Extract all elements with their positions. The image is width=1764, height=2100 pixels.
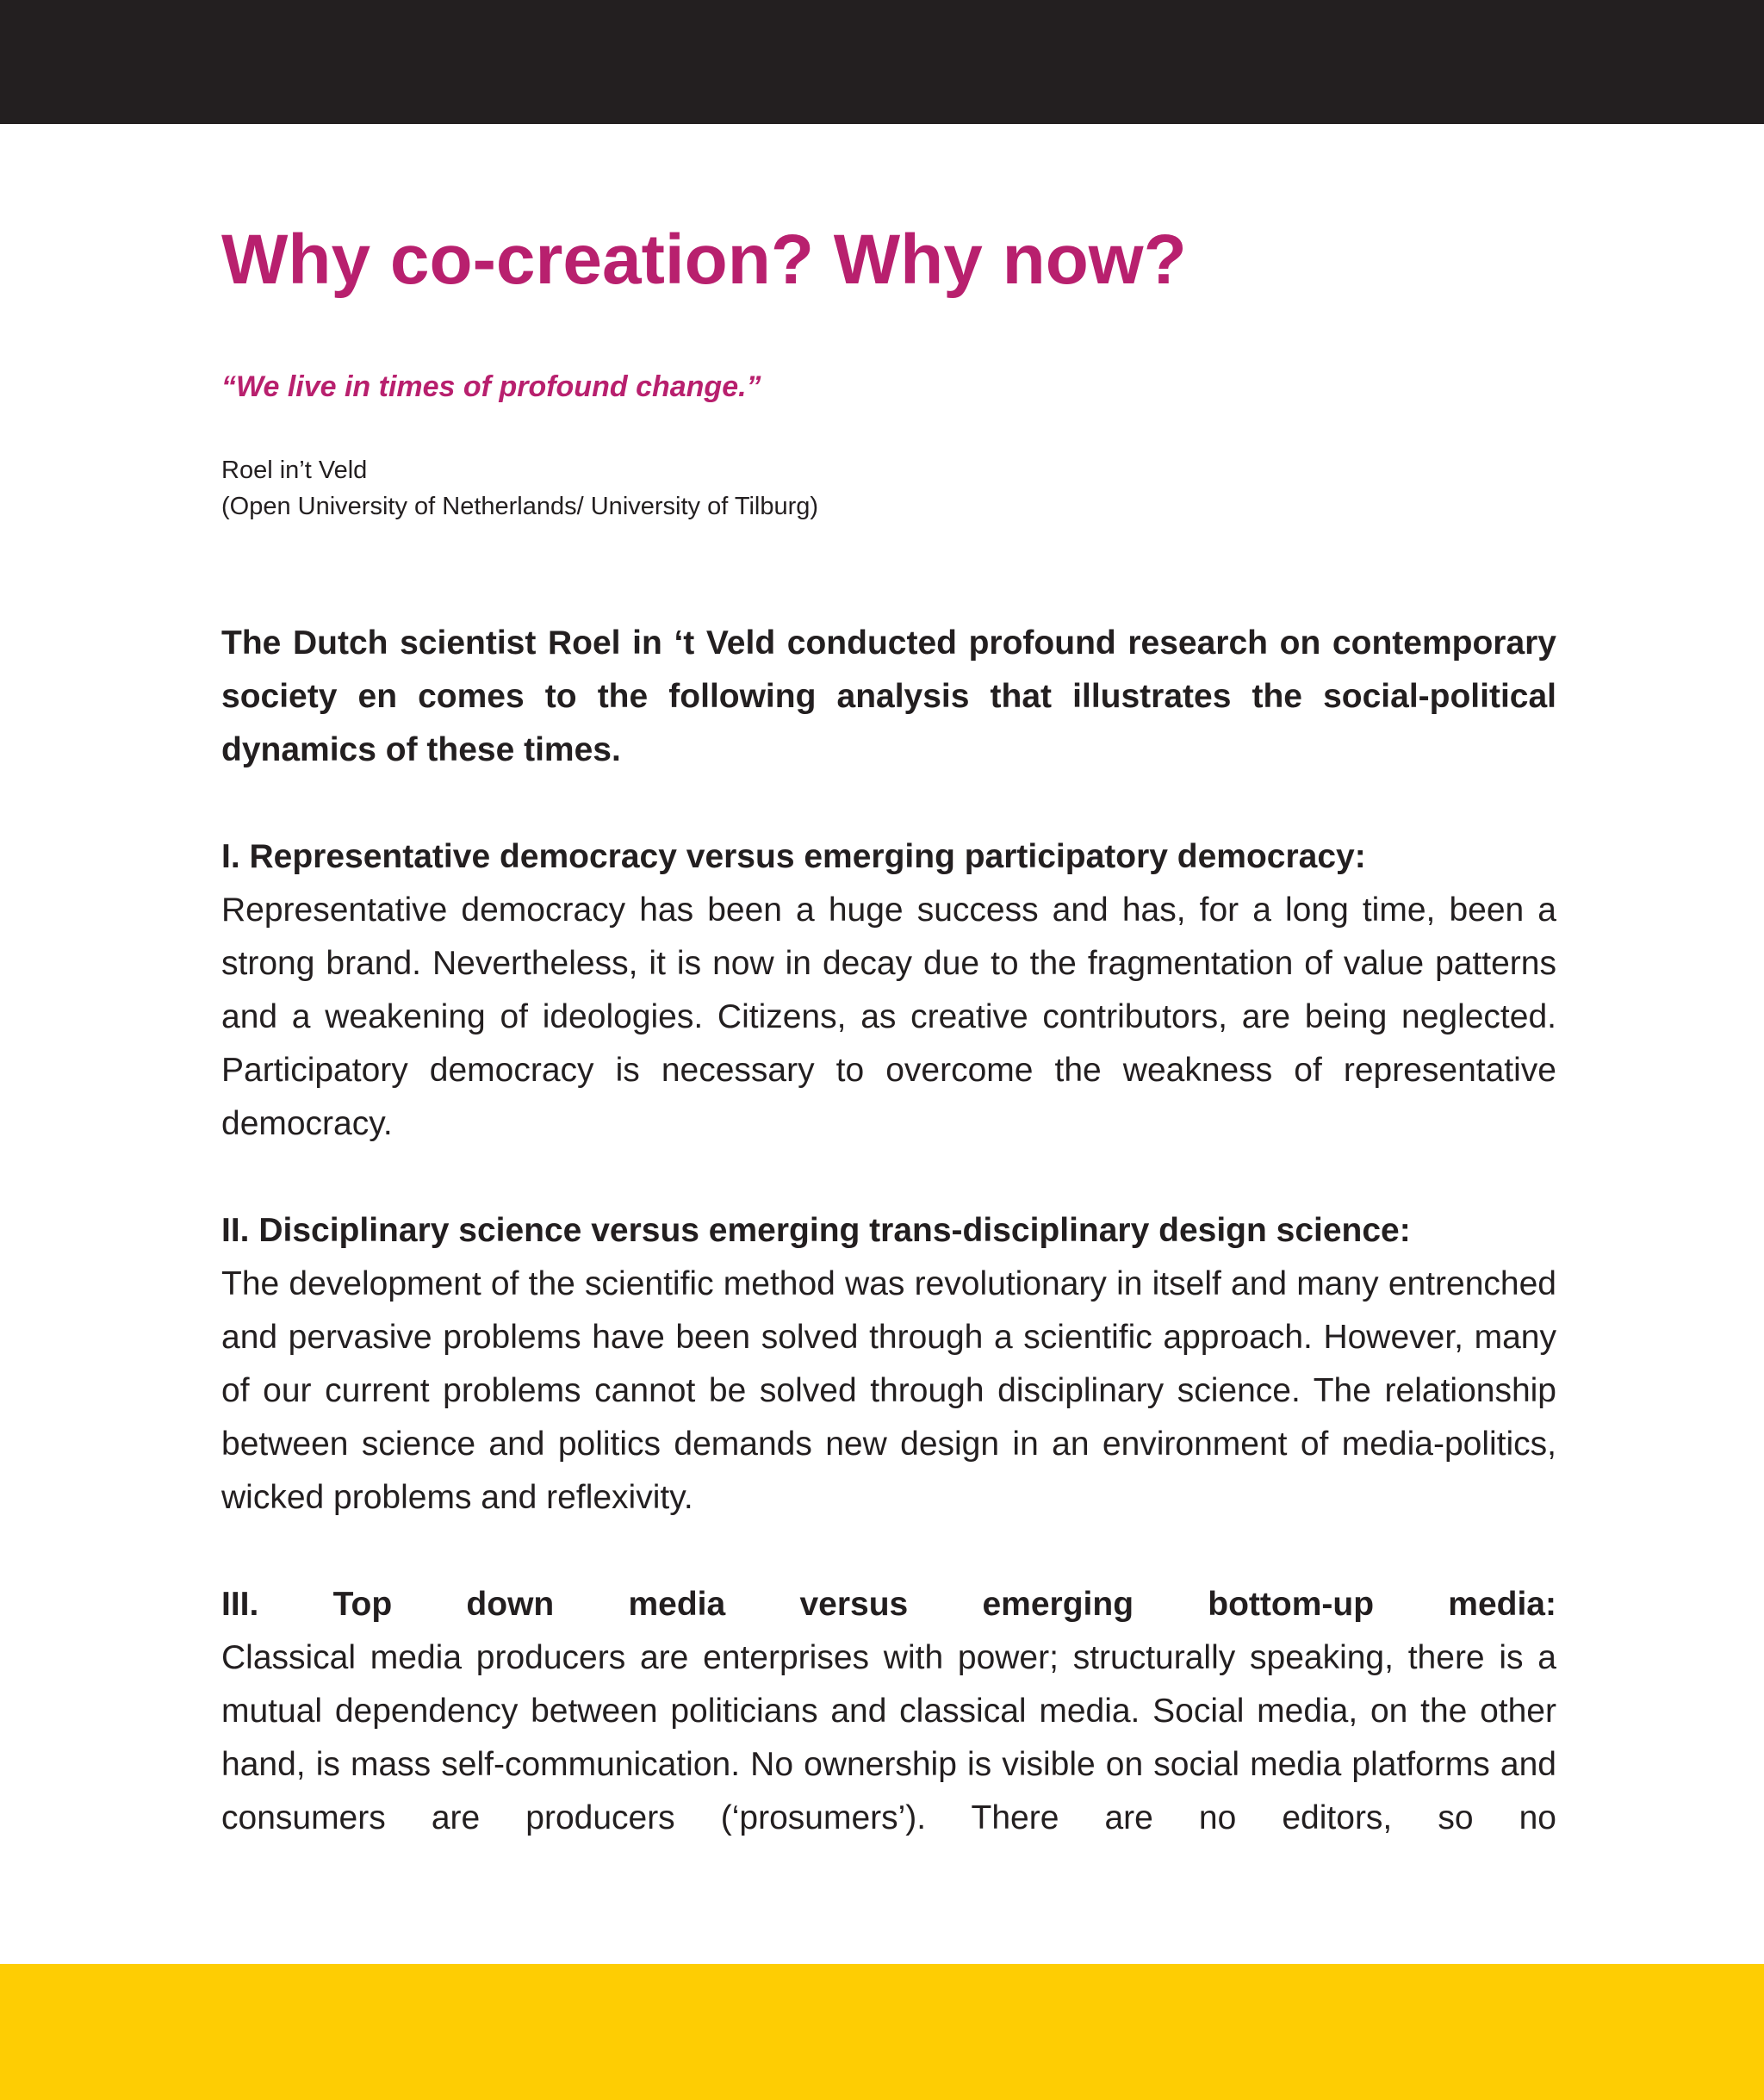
section-text: The development of the scientific method was revolutionary in itself and many entrenched and pervasive problems have been solved through a scientific approach. However, many of our current problems cannot be solved through disciplinary science. The relationship between science and politics demands new design in an environment of media-politics, wicked problems and reflexivity. <box>221 1265 1556 1516</box>
article-body <box>221 617 1556 1898</box>
section-text: Classical media producers are enterprises with power; structurally speaking, there is a mutual dependency between politicians and classical media. Social media, on the other hand, is mass self-communication. No ownership is visible on social media platforms and consumers are producers (‘prosumers’). There are no editors, so no <box>221 1639 1556 1836</box>
section-1 <box>221 830 1556 1151</box>
quote-author-name: Roel in’t Veld <box>221 457 368 484</box>
top-bar <box>0 0 1764 124</box>
section-2 <box>221 1204 1556 1525</box>
page-title: Why co-creation? Why now? <box>221 221 1187 299</box>
section-heading: I. Representative democracy versus emerging participatory democracy: <box>221 838 1366 875</box>
intro-paragraph: The Dutch scientist Roel in ‘t Veld conducted profound research on contemporary society en comes to the following analysis that illustrates the social-political dynamics of these times. <box>221 624 1556 768</box>
section-heading: III. Top down media versus emerging bottom-up media: <box>221 1586 1556 1623</box>
section-3 <box>221 1578 1556 1845</box>
section-text: Representative democracy has been a huge success and has, for a long time, been a strong brand. Nevertheless, it is now in decay due to the fragmentation of value patterns and a weakening of ideologies. Citizens, as creative contributors, are being neglected. Participatory democracy is necessary to overcome the weakness of representative democracy. <box>221 892 1556 1142</box>
quote-author-affiliation: (Open University of Netherlands/ University of Tilburg) <box>221 493 819 520</box>
section-heading: II. Disciplinary science versus emerging trans-disciplinary design science: <box>221 1212 1411 1249</box>
quote-attribution <box>221 452 818 525</box>
bottom-bar <box>0 1964 1764 2100</box>
pull-quote: “We live in times of profound change.” <box>221 370 761 403</box>
